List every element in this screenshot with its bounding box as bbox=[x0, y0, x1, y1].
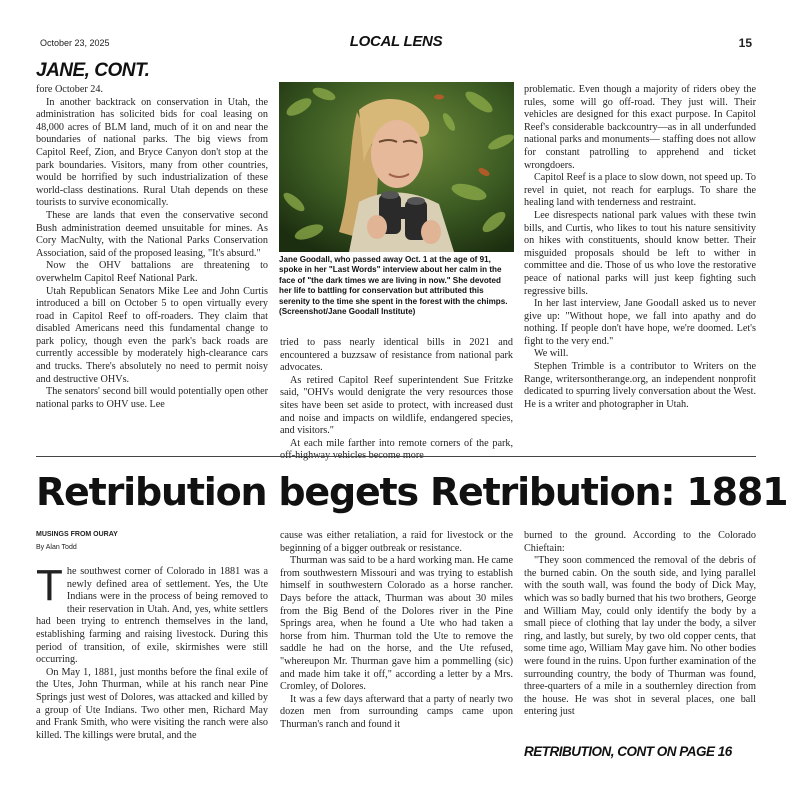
paragraph: As retired Capitol Reef superintendent Sue Fritzke said, "OHVs would denigrate the very resources those sites have been set aside to protect, with increased dust and noise and impacts on wildlife, endangered species, and visitors." bbox=[280, 374, 513, 437]
drop-cap: T bbox=[36, 561, 63, 610]
paragraph: tried to pass nearly identical bills in 2021 and encountered a buzzsaw of resistance from national park advocates. bbox=[280, 337, 513, 374]
story1-column-3 bbox=[524, 84, 756, 411]
section-title: LOCAL LENS bbox=[349, 33, 443, 50]
section-divider bbox=[36, 456, 756, 457]
paragraph: These are lands that even the conservative second Bush administration deemed unsuitable for mines. As Cory MacNulty, with the National Parks Conservation Association, said of the proposed leasing, "It's absurd." bbox=[36, 209, 268, 259]
continuation-link[interactable]: RETRIBUTION, CONT ON PAGE 16 bbox=[524, 744, 732, 759]
story2-column-3 bbox=[524, 530, 756, 719]
issue-date: October 23, 2025 bbox=[40, 38, 110, 48]
paragraph: In her last interview, Jane Goodall asked us to never give up: "Without hope, we fall into apathy and do nothing. If people don't have hope, we're doomed. Let's fight to the very end." bbox=[524, 298, 756, 347]
lead-paragraph bbox=[36, 561, 268, 667]
paragraph: burned to the ground. According to the Colorado Chieftain: bbox=[524, 530, 756, 554]
story1-column-2 bbox=[280, 337, 513, 463]
paragraph: cause was either retaliation, a raid for livestock or the beginning of a bigger outbreak or resistance. bbox=[280, 530, 513, 554]
column-label: MUSINGS FROM OURAY bbox=[36, 531, 118, 538]
paragraph: fore October 24. bbox=[36, 84, 104, 95]
paragraph: On May 1, 1881, just months before the final exile of the Utes, John Thurman, while at his ranch near Pine Springs just west of Dolores, was attacked and killed by a group of Ute Indians. Two other men, Richard May and Frank Smith, who were visiting the ranch were also killed. The killings were brutal, and the bbox=[36, 666, 268, 741]
story-kicker: JANE, CONT. bbox=[36, 60, 150, 81]
page-number: 15 bbox=[738, 36, 752, 50]
paragraph: At each mile farther into remote corners of the park, off-highway vehicles become more bbox=[280, 437, 513, 462]
story2-column-2 bbox=[280, 530, 513, 732]
paragraph: Capitol Reef is a place to slow down, not speed up. To revel in quiet, not reach for earplugs. To share the healing land with tenderness and restraint. bbox=[524, 172, 756, 209]
paragraph: Stephen Trimble is a contributor to Writers on the Range, writersontherange.org, an independent nonprofit dedicated to spurring lively conversation about the West. He is a writer and photographer in Utah. bbox=[524, 361, 756, 410]
paragraph: It was a few days afterward that a party of nearly two dozen men from surrounding camps came upon Thurman's ranch and found it bbox=[280, 693, 513, 730]
paragraph: Lee disrespects national park values with these twin bills, and Curtis, who likes to tout his nature sensitivity on hikes with constituents, should know better. Their misguided proposals should be left to wither in committee and die. Those of us who love the restorative peace of national parks will just keep fighting such regressive bills. bbox=[524, 209, 756, 297]
story2-column-1 bbox=[36, 561, 268, 742]
paragraph: Thurman was said to be a hard working man. He came from southwestern Missouri and was trying to establish himself in southwestern Colorado as a horse rancher. Days before the attack, Thurman was about 30 miles from the Big Bend of the Dolores river in the Pine Springs area, when he found a Ute who had taken a horse from him. Thurman told the Ute to remove the saddle he had on the horse, and the Ute refused, "whereupon Mr. Thurman gave him a pommelling (sic) and made him take it off," according a letter by a Mrs. Cromley, of Dolores. bbox=[280, 555, 513, 693]
photo-illustration bbox=[279, 82, 514, 252]
jane-goodall-photo bbox=[279, 82, 514, 252]
story2-headline: Retribution begets Retribution: 1881 bbox=[36, 470, 788, 514]
lead-text: he southwest corner of Colorado in 1881 was a newly defined area of settlement. Yes, the Ute Indians were in the process of being removed to their reservation in Utah. And, yes, white settlers had been trying to entrench themselves in the land, establishing farming and raising livestock. During this period of transition, of exile, skirmishes were still occurring. bbox=[36, 566, 268, 666]
story1-column-1 bbox=[36, 84, 268, 411]
paragraph: Now the OHV battalions are threatening to overwhelm Capitol Reef National Park. bbox=[36, 260, 268, 284]
paragraph: We will. bbox=[534, 348, 569, 360]
paragraph: Utah Republican Senators Mike Lee and John Curtis introduced a bill on October 5 to open virtually every road in Capitol Reef to off-roaders. They claim that disabled Americans need this fundamental change to park policy, though even the park's back roads are currently accessible by moderately high-clearance cars and trucks. There's absolutely no need to permit noisy and destructive OHVs. bbox=[36, 285, 268, 385]
photo-caption: Jane Goodall, who passed away Oct. 1 at the age of 91, spoke in her "Last Words" interview about her calm in the face of "the dark times we are living in now." She devoted her life to battling for conservation but attributed this serenity to the time she spent in the forest with the chimps. (Screenshot/Jane Goodall Institute) bbox=[279, 255, 508, 317]
byline: By Alan Todd bbox=[36, 544, 77, 551]
paragraph: In another backtrack on conservation in Utah, the administration has solicited bids for coal leasing on 48,000 acres of BLM land, much of it on and near the boundaries of national parks. The big views from Capitol Reef, Zion, and Bryce Canyon don't stop at the park boundaries. Visitors, many from other countries, would be horrified by such industrialization of these world-class destinations. Rural Utah depends on these tourists to survive economically. bbox=[36, 96, 268, 209]
paragraph: "They soon commenced the removal of the debris of the burned cabin. On the south side, and lying parallel with the south wall, was found the body of Dick May, which was so badly burned that his two brothers, George and William May, could only identify the body by a small piece of clothing that lay under the body, a silver ring, and lastly, but surely, by two old copper cents, that some time ago, William May gave him. No other bodies were found in the ruins. Upon further examination of the surrounding country, the body of Thurman was found, three-quarters of a mile in a southernley direction from the house. He was shot in several places, one ball entering just bbox=[524, 555, 756, 718]
paragraph: problematic. Even though a majority of riders obey the rules, some will go off-road. They just will. Their vehicles are designed for this exact purpose. In Capitol Reef's considerable backcountry—as in all underfunded national parks and monuments— staffing does not allow for constant patrolling to apprehend and ticket wrongdoers. bbox=[524, 84, 756, 171]
paragraph: The senators' second bill would potentially open other national parks to OHV use. Lee bbox=[36, 386, 268, 410]
